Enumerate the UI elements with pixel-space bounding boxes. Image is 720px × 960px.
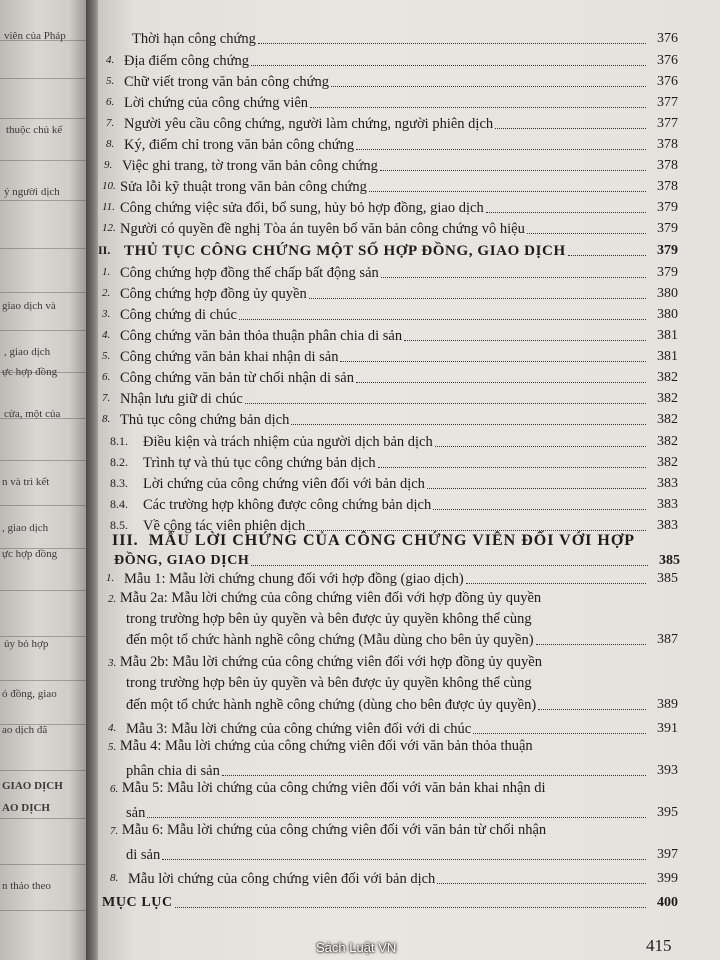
toc-entry: 1. Công chứng hợp đồng thế chấp bất động sản 379 bbox=[102, 265, 678, 281]
left-fragment: AO DỊCH bbox=[2, 802, 50, 814]
toc-entry: di sản 397 bbox=[126, 847, 678, 863]
watermark: Sách Luật VN bbox=[316, 940, 397, 955]
toc-entry: 8. Mẫu lời chứng của công chứng viên đối với bản dịch 399 bbox=[110, 871, 678, 887]
toc-entry: 5. Chữ viết trong văn bản công chứng 376 bbox=[106, 74, 678, 90]
toc-entry: 4. Công chứng văn bản thỏa thuận phân chia di sản 381 bbox=[102, 328, 678, 344]
toc-entry: 7. Người yêu cầu công chứng, người làm chứng, người phiên dịch 377 bbox=[106, 116, 678, 132]
toc-subentry: 8.5. Về cộng tác viên phiên dịch 383 bbox=[110, 518, 678, 534]
toc-entry: 7. Nhận lưu giữ di chúc 382 bbox=[102, 391, 678, 407]
toc-entry-line: 6. Mẫu 5: Mẫu lời chứng của công chứng viên đối với văn bản khai nhận di bbox=[110, 780, 546, 796]
left-fragment: ao dịch đã bbox=[2, 724, 48, 736]
toc-entry: sản 395 bbox=[126, 805, 678, 821]
toc-entry: 6. Công chứng văn bản từ chối nhận di sản 382 bbox=[102, 370, 678, 386]
toc-entry: đến một tổ chức hành nghề công chứng (dùng cho bên được ủy quyền) 389 bbox=[126, 697, 678, 713]
toc-entry: 10. Sửa lỗi kỹ thuật trong văn bản công chứng 378 bbox=[102, 179, 678, 195]
toc-entry: Thời hạn công chứng 376 bbox=[132, 31, 678, 47]
toc-entry: 6. Lời chứng của công chứng viên 377 bbox=[106, 95, 678, 111]
toc-entry: 3. Công chứng di chúc 380 bbox=[102, 307, 678, 323]
toc-entry-line: 7. Mẫu 6: Mẫu lời chứng của công chứng viên đối với văn bản từ chối nhận bbox=[110, 822, 547, 838]
toc-entry: 11. Công chứng việc sửa đổi, bổ sung, hủy bỏ hợp đồng, giao dịch 379 bbox=[102, 200, 678, 216]
toc-entry: 4. Địa điểm công chứng 376 bbox=[106, 53, 678, 69]
toc-entry-line: trong trường hợp bên ủy quyền và bên được ủy quyền không thể cùng bbox=[126, 611, 532, 627]
left-fragment: , giao dịch bbox=[2, 522, 49, 534]
toc-entry: 9. Việc ghi trang, tờ trong văn bản công chứng 378 bbox=[104, 158, 678, 174]
left-fragment: ủy bỏ hợp bbox=[4, 638, 49, 650]
left-fragment: ó đồng, giao bbox=[2, 688, 57, 700]
left-fragment: ực hợp đồng bbox=[2, 366, 58, 378]
section-number: III. bbox=[112, 532, 139, 549]
left-fragment: giao dịch và bbox=[2, 300, 56, 312]
toc-entry: 12. Người có quyền đề nghị Tòa án tuyên bố văn bản công chứng vô hiệu 379 bbox=[102, 221, 678, 237]
toc-subentry: 8.2. Trình tự và thủ tục công chứng bản dịch 382 bbox=[110, 455, 678, 471]
toc-entry: phân chia di sản 393 bbox=[126, 763, 678, 779]
page-number: 415 bbox=[646, 936, 672, 955]
toc-entry: 2. Công chứng hợp đồng ủy quyền 380 bbox=[102, 286, 678, 302]
toc-entry-line: 5. Mẫu 4: Mẫu lời chứng của công chứng viên đối với văn bản thỏa thuận bbox=[108, 738, 533, 754]
toc-subentry: 8.4. Các trường hợp không được công chứng bản dịch 383 bbox=[110, 497, 678, 513]
left-fragment: ý người dịch bbox=[4, 186, 60, 198]
toc-entry: đến một tổ chức hành nghề công chứng (Mẫu dùng cho bên ủy quyền) 387 bbox=[126, 632, 678, 648]
left-fragment: cửa, một của bbox=[4, 408, 61, 420]
toc-entry-line: 2. Mẫu 2a: Mẫu lời chứng của công chứng viên đối với hợp đồng ủy quyền bbox=[108, 590, 542, 606]
toc-entry: 5. Công chứng văn bản khai nhận di sản 381 bbox=[102, 349, 678, 365]
toc-entry: 4. Mẫu 3: Mẫu lời chứng của công chứng viên đối với di chúc 391 bbox=[108, 721, 678, 737]
left-fragment: ực hợp đồng bbox=[2, 548, 58, 560]
left-fragment: n và trì kết bbox=[2, 476, 50, 488]
toc-subentry: 8.1. Điều kiện và trách nhiệm của người dịch bản dịch 382 bbox=[110, 434, 678, 450]
toc-entry-line: trong trường hợp bên ủy quyền và bên được ủy quyền không thể cùng bbox=[126, 675, 532, 691]
toc-entry: 1. Mẫu 1: Mẫu lời chứng chung đối với hợp đồng (giao dịch) 385 bbox=[106, 571, 678, 587]
toc-section-heading: II. THỦ TỤC CÔNG CHỨNG MỘT SỐ HỢP ĐỒNG, GIAO DỊCH 379 bbox=[98, 243, 678, 259]
toc-page bbox=[98, 0, 720, 960]
toc-entry: 8. Thủ tục công chứng bản dịch 382 bbox=[102, 412, 678, 428]
left-fragment: viên của Pháp bbox=[4, 30, 66, 42]
toc-entry-line: 3. Mẫu 2b: Mẫu lời chứng của công chứng viên đối với hợp đồng ủy quyền bbox=[108, 654, 542, 670]
left-fragment: GIAO DỊCH bbox=[2, 780, 63, 792]
toc-subentry: 8.3. Lời chứng của công chứng viên đối với bản dịch 383 bbox=[110, 476, 678, 492]
toc-section-heading-cont: ĐỒNG, GIAO DỊCH 385 bbox=[114, 553, 680, 568]
toc-muc-luc: MỤC LỤC 400 bbox=[102, 895, 678, 910]
left-fragment: thuộc chủ kế bbox=[6, 124, 63, 136]
left-fragment: , giao dịch bbox=[4, 346, 51, 358]
section-title-line1: MẪU LỜI CHỨNG CỦA CÔNG CHỨNG VIÊN ĐỐI VỚI HỢP bbox=[148, 532, 636, 549]
facing-page bbox=[0, 0, 92, 960]
left-fragment: n thảo theo bbox=[2, 880, 51, 892]
toc-entry: 8. Ký, điểm chỉ trong văn bản công chứng 378 bbox=[106, 137, 678, 153]
